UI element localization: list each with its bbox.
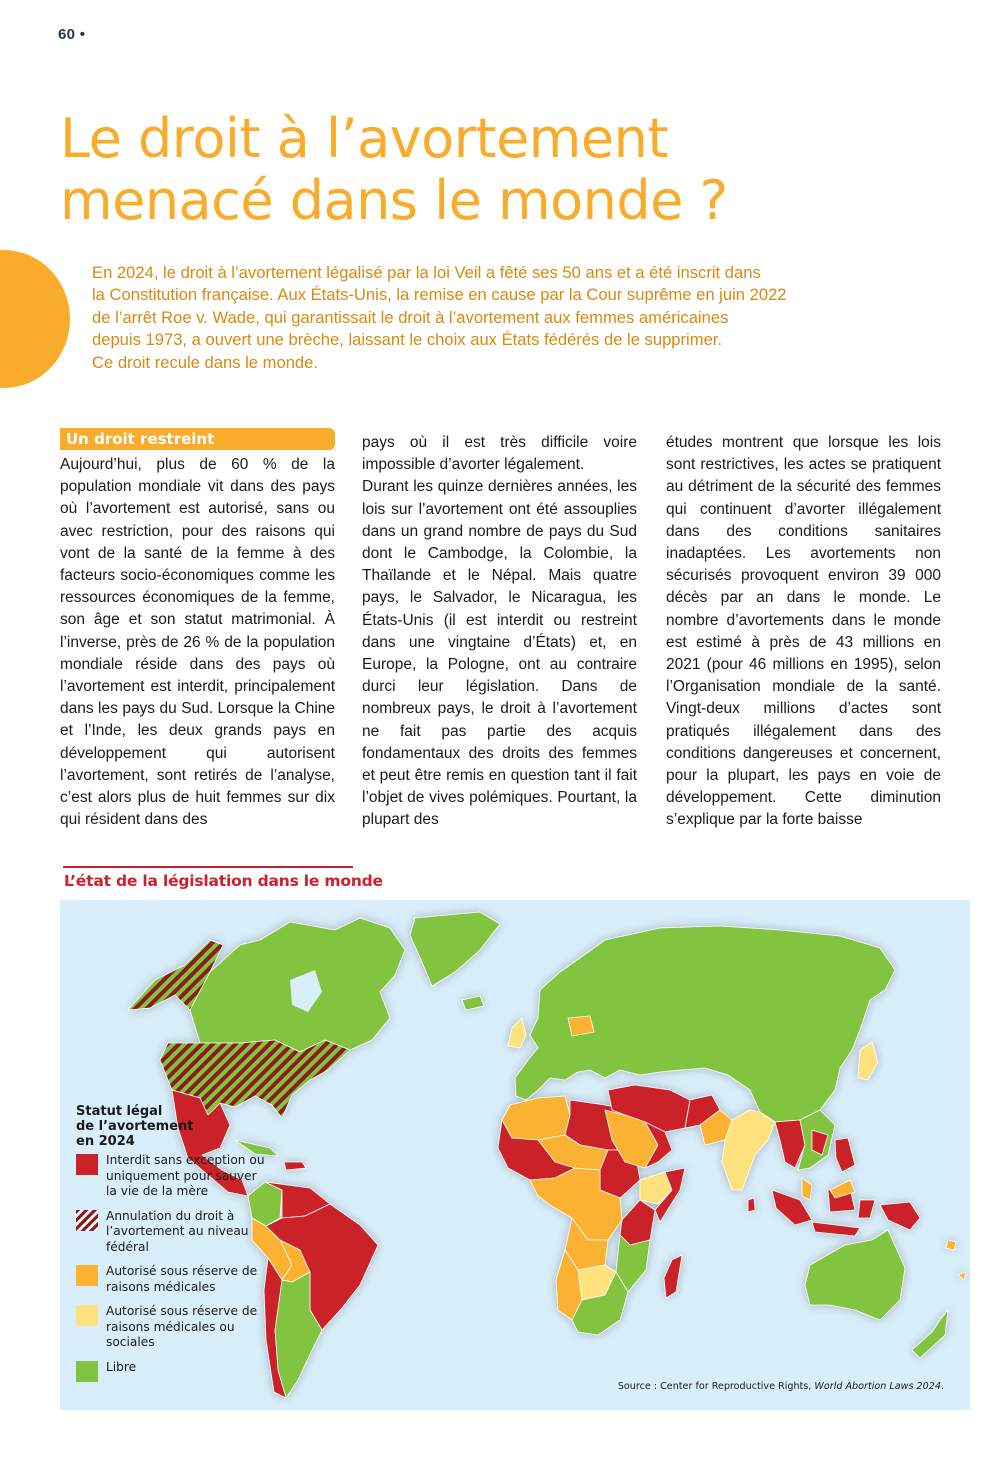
- swatch-banned: [76, 1154, 98, 1175]
- intro-paragraph: [92, 262, 932, 374]
- legend-label: Autorisé sous réserve de raisons médicales ou sociales: [106, 1304, 258, 1349]
- swatch-medical: [76, 1265, 98, 1286]
- page-number: 60 •: [58, 26, 86, 43]
- article-column-3: [666, 432, 941, 832]
- region-indonesia: [772, 1188, 875, 1236]
- legend-label: Autorisé sous réserve de raisons médicales: [106, 1264, 258, 1294]
- legend-item-medical: [76, 1264, 276, 1295]
- title-line-1: Le droit à l’avortement: [60, 107, 669, 170]
- region-malaysia: [802, 1178, 812, 1200]
- region-tanzania: [620, 1200, 655, 1245]
- legend-item-federal-overturn: [76, 1209, 276, 1256]
- section-heading: Un droit restreint: [60, 428, 335, 450]
- region-madagascar: [664, 1255, 682, 1298]
- region-new-zealand: [912, 1310, 948, 1358]
- swatch-hatched: [76, 1210, 98, 1231]
- region-hispaniola: [284, 1162, 306, 1170]
- intro-line: de l’arrêt Roe v. Wade, qui garantissait le droit à l’avortement aux femmes américaines: [92, 307, 729, 327]
- swatch-free: [76, 1361, 98, 1382]
- region-morocco-algeria: [502, 1096, 570, 1140]
- column-2-paragraph-2: Durant les quinze dernières années, les lois sur l’avortement ont été assouplies dans un grand nombre de pays du Sud dont le Cambodge, la Colombie, la Thaïlande et le Népal. Mais quatre pays, le Salvador, le Nicaragua, les États-Unis (il est interdit ou restreint dans une vingtaine d’États) et, en Europe, la Pologne, ont au contraire durci leur législation. Dans de nombreux pays, le droit à l’avortement ne fait pas partie des acquis fondamentaux des droits des femmes et peut être remis en question tant il fait l’objet de vives polémiques. Pourtant, la plupart des: [362, 478, 637, 829]
- region-poland: [568, 1016, 594, 1036]
- page-title: [60, 108, 728, 232]
- region-iceland: [462, 996, 484, 1010]
- source-suffix: .: [940, 1381, 944, 1392]
- intro-line: depuis 1973, a ouvert une brèche, laissant le choix aux États fédérés de le supprimer.: [92, 330, 723, 350]
- intro-line: la Constitution française. Aux États-Unis, la remise en cause par la Cour suprême en juin 2022: [92, 285, 787, 305]
- legend-title-line-2: de l’avortement: [76, 1119, 194, 1134]
- map-title-rule: [63, 866, 353, 868]
- article-column-2: [362, 432, 637, 832]
- legend-title: [76, 1104, 276, 1149]
- region-greenland: [410, 912, 500, 986]
- decorative-circle: [0, 250, 70, 388]
- map-legend: [76, 1104, 276, 1391]
- region-japan: [858, 1042, 878, 1080]
- world-map: [60, 900, 970, 1410]
- source-title: World Abortion Laws 2024: [814, 1381, 941, 1392]
- region-sri-lanka: [748, 1198, 755, 1212]
- region-philippines: [835, 1138, 855, 1172]
- swatch-medical-social: [76, 1305, 98, 1326]
- legend-label: Libre: [106, 1359, 137, 1374]
- column-1-text: Aujourd’hui, plus de 60 % de la population mondiale vit dans des pays où l’avortement est autorisé, sans ou avec restriction, pour des raisons qui vont de la santé de la femme à des facteurs socio-économiques comme les ressources économiques de la femme, son âge et son statut matrimonial. À l’inverse, près de 26 % de la population mondiale réside dans des pays où l’avortement est interdit, principalement dans les pays du Sud. Lorsque la Chine et l’Inde, les deux grands pays en développement qui autorisent l’avortement, sont retirés de l’analyse, c’est alors plus de huit femmes sur dix qui résident dans des: [60, 456, 335, 829]
- map-source: [618, 1381, 944, 1392]
- legend-label: Annulation du droit à l’avortement au niveau fédéral: [106, 1208, 249, 1254]
- legend-title-line-3: en 2024: [76, 1134, 135, 1149]
- intro-line: Ce droit recule dans le monde.: [92, 352, 318, 372]
- region-australia: [805, 1230, 905, 1320]
- column-2-paragraph-1: pays où il est très difficile voire impossible d’avorter légalement.: [362, 434, 637, 474]
- legend-item-medical-social: [76, 1304, 276, 1351]
- intro-line: En 2024, le droit à l’avortement légalisé par la loi Veil a fêté ses 50 ans et a été inscrit dans: [92, 263, 761, 282]
- legend-item-banned: [76, 1153, 276, 1200]
- title-line-2: menacé dans le monde ?: [60, 169, 728, 232]
- article-column-1: [60, 428, 335, 831]
- region-pacific-islands: [946, 1240, 966, 1280]
- region-papua: [880, 1202, 920, 1230]
- map-title: L’état de la législation dans le monde: [64, 872, 383, 890]
- region-uk: [508, 1018, 526, 1048]
- column-3-text: études montrent que lorsque les lois sont restrictives, les actes se pratiquent au détriment de la sécurité des femmes qui continuent d’avorter illégalement dans des conditions sanitaires inadaptées. Les avortements non sécurisés provoquent environ 39 000 décès par an dans le monde. Le nombre d’avortements dans le monde est estimé à près de 43 millions en 2021 (pour 46 millions en 1995), selon l’Organisation mondiale de la santé. Vingt-deux millions d’actes sont pratiqués illégalement dans des conditions dangereuses et concernent, pour la plupart, les pays en voie de développement. Cette diminution s’explique par la forte baisse: [666, 434, 941, 829]
- source-prefix: Source : Center for Reproductive Rights,: [617, 1381, 815, 1392]
- legend-title-line-1: Statut légal: [76, 1104, 163, 1119]
- legend-item-free: [76, 1360, 276, 1382]
- legend-label: Interdit sans exception ou uniquement pour sauver la vie de la mère: [106, 1153, 265, 1198]
